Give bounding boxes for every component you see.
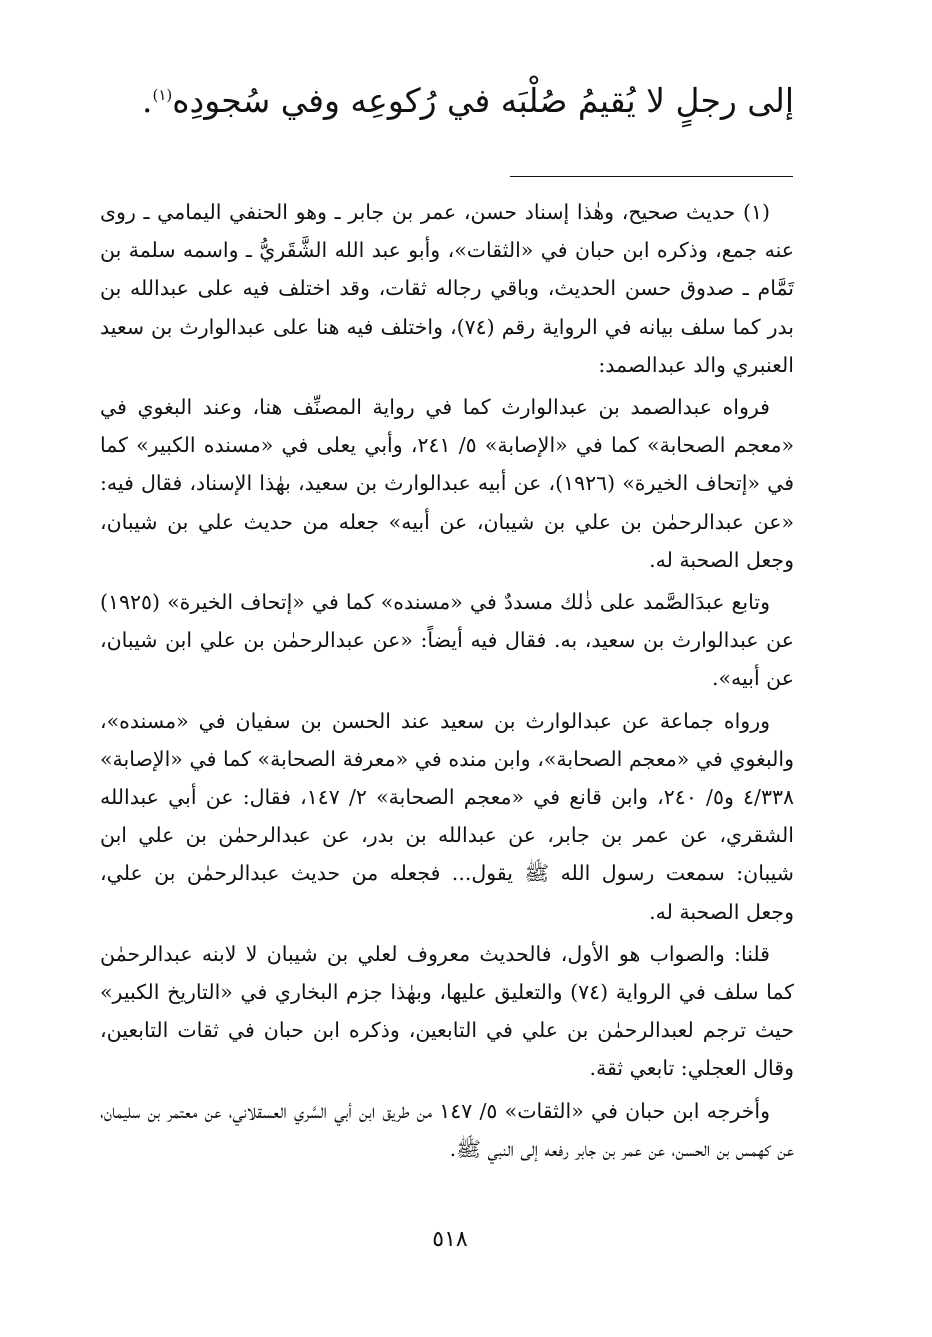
footnote-paragraph: (١) حديث صحيح، وهٰذا إسناد حسن، عمر بن جابر ـ وهو الحنفي اليمامي ـ روى عنه جمع، وذكره ابن حبان في «الثقات»، وأبو عبد الله الشَّقَريُّ ـ واسمه سلمة بن تَمَّام ـ صدوق حسن الحديث، وباقي رجاله ثقات، وقد اختلف فيه على عبدالله بن بدر كما سلف بيانه في الرواية رقم (٧٤)، واختلف فيه هنا على عبدالوارث بن سعيد العنبري والد عبدالصمد: [100, 200, 794, 377]
footnote-separator [510, 176, 793, 177]
page-number: ٥١٨ [432, 1227, 468, 1252]
footnotes-section [100, 193, 794, 1172]
footnote-marker: (١) [152, 86, 173, 104]
main-text-end: . [141, 81, 153, 120]
footnote-paragraph: قلنا: والصواب هو الأول، فالحديث معروف لعلي بن شيبان لا لابنه عبدالرحمٰن كما سلف في الرواية (٧٤) والتعليق عليها، وبهٰذا جزم البخاري في «التاريخ الكبير» حيث ترجم لعبدالرحمٰن بن علي في التابعين، وذكره ابن حبان في ثقات التابعين، وقال العجلي: تابعي ثقة. [100, 941, 794, 1081]
footnote-paragraph: وتابع عبدَالصَّمد على ذٰلك مسددٌ في «مسنده» كما في «إتحاف الخيرة» (١٩٢٥) عن عبدالوارث بن سعيد، به. فقال فيه أيضاً: «عن عبدالرحمٰن بن علي ابن شيبان، عن أبيه». [100, 590, 794, 691]
main-text: إلى رجلٍ لا يُقيمُ صُلْبَه في رُكوعِه وفي سُجودِه [172, 81, 794, 120]
footnote-paragraph: وأخرجه ابن حبان في «الثقات» ٥/ ١٤٧ من طريق ابن أبي السَّري العسقلاني، عن معتمر بن سليمان، عن كهمس بن الحسن، عن عمر بن جابر رفعه إلى النبي ﷺ. [100, 1098, 794, 1161]
footnote-paragraph: ورواه جماعة عن عبدالوارث بن سعيد عند الحسن بن سفيان في «مسنده»، والبغوي في «معجم الصحابة»، وابن منده في «معرفة الصحابة» كما في «الإصابة» ٤/٣٣٨ و٥/ ٢٤٠، وابن قانع في «معجم الصحابة» ٢/ ١٤٧، فقال: عن أبي عبدالله الشقري، عن عمر بن جابر، عن عبدالله بن بدر، عن عبدالرحمٰن بن علي ابن شيبان: سمعت رسول الله ﷺ يقول... فجعله من حديث عبدالرحمٰن بن علي، وجعل الصحبة له. [100, 708, 794, 924]
footnote-paragraph: فرواه عبدالصمد بن عبدالوارث كما في رواية المصنِّف هنا، وعند البغوي في «معجم الصحابة» كما في «الإصابة» ٥/ ٢٤١، وأبي يعلى في «مسنده الكبير» كما في «إتحاف الخيرة» (١٩٢٦)، عن أبيه عبدالوارث بن سعيد، بهٰذا الإسناد، فقال فيه: «عن عبدالرحمٰن بن علي بن شيبان، عن أبيه» جعله من حديث علي بن شيبان، وجعل الصحبة له. [100, 395, 794, 572]
main-text-line [141, 78, 794, 124]
